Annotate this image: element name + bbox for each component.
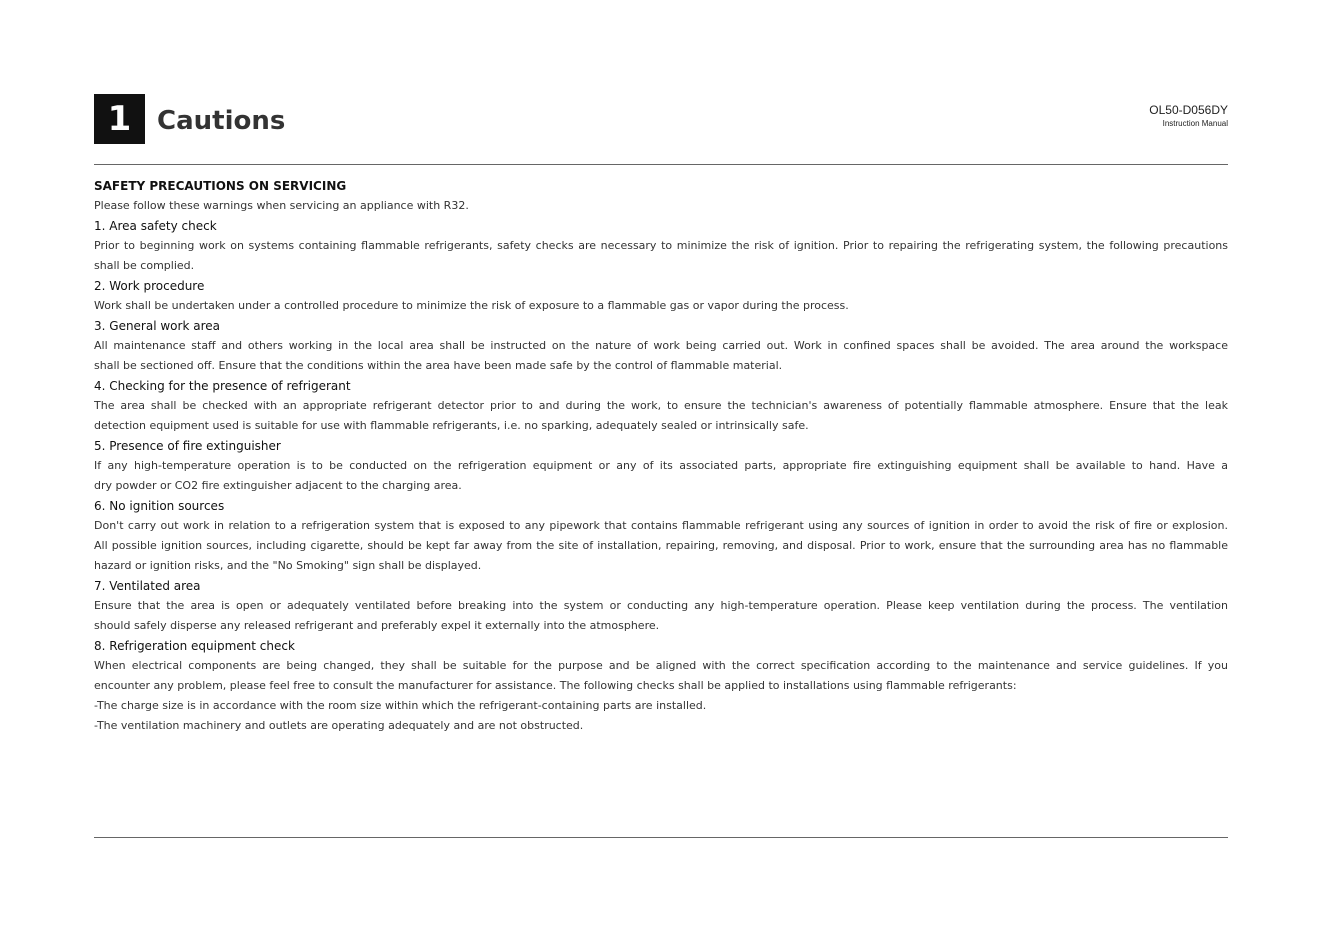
section-text-line: -The charge size is in accordance with the room size within which the refrigerant-containing parts are installed. [94,699,707,712]
section-heading: 7. Ventilated area [94,579,201,593]
model-number: OL50-D056DY [1149,103,1228,117]
section-general-work-area [94,316,1228,376]
section-text-line: The area shall be checked with an appropriate refrigerant detector prior to and during the work, to ensure the technician's awareness of potentially flammable atmosphere. Ensure that the leak [94,399,1228,412]
section-text-line: All maintenance staff and others working in the local area shall be instructed on the nature of work being carried out. Work in confined spaces shall be avoided. The area around the workspace [94,339,1228,352]
section-heading: 2. Work procedure [94,279,205,293]
section-no-ignition-sources [94,496,1228,576]
section-heading: 4. Checking for the presence of refrigerant [94,379,351,393]
intro-text: Please follow these warnings when servicing an appliance with R32. [94,199,469,212]
section-heading: 5. Presence of fire extinguisher [94,439,281,453]
section-heading: 1. Area safety check [94,219,217,233]
section-text-line: If any high-temperature operation is to be conducted on the refrigeration equipment or any of its associated parts, appropriate fire extinguishing equipment shall be available to hand. Have a [94,459,1228,472]
section-text-line: Don't carry out work in relation to a refrigeration system that is exposed to any pipework that contains flammable refrigerant using any sources of ignition in order to avoid the risk of fire or explosion. [94,519,1228,532]
chapter-title: Cautions [157,106,286,136]
section-heading: 3. General work area [94,319,220,333]
section-text-line: encounter any problem, please feel free to consult the manufacturer for assistance. The following checks shall be applied to installations using flammable refrigerants: [94,679,1017,692]
section-area-safety-check [94,216,1228,276]
section-heading: 8. Refrigeration equipment check [94,639,295,653]
section-text-line: should safely disperse any released refrigerant and preferably expel it externally into the atmosphere. [94,619,660,632]
section-refrigerant-presence [94,376,1228,436]
section-work-procedure [94,276,1228,316]
section-text-line: Work shall be undertaken under a controlled procedure to minimize the risk of exposure to a flammable gas or vapor during the process. [94,299,849,312]
section-text-line: shall be complied. [94,259,195,272]
section-text-line: All possible ignition sources, including cigarette, should be kept far away from the site of installation, repairing, removing, and disposal. Prior to work, ensure that the surrounding area has no flammable [94,539,1228,552]
section-text-line: When electrical components are being changed, they shall be suitable for the purpose and be aligned with the correct specification according to the maintenance and service guidelines. If you [94,659,1228,672]
section-text-line: detection equipment used is suitable for use with flammable refrigerants, i.e. no sparking, adequately sealed or intrinsically safe. [94,419,809,432]
section-refrigeration-equipment-check [94,636,1228,736]
section-heading: 6. No ignition sources [94,499,225,513]
section-text-line: shall be sectioned off. Ensure that the conditions within the area have been made safe by the control of flammable material. [94,359,783,372]
section-text-line: Ensure that the area is open or adequately ventilated before breaking into the system or conducting any high-temperature operation. Please keep ventilation during the process. The ventilation [94,599,1228,612]
section-text-line: -The ventilation machinery and outlets are operating adequately and are not obstructed. [94,719,584,732]
header-divider [94,164,1228,165]
main-heading: SAFETY PRECAUTIONS ON SERVICING [94,179,347,193]
footer-divider [94,837,1228,838]
document-type: Instruction Manual [1162,119,1228,128]
section-text-line: Prior to beginning work on systems containing flammable refrigerants, safety checks are necessary to minimize the risk of ignition. Prior to repairing the refrigerating system, the following precautions [94,239,1228,252]
page-content [94,176,1228,736]
chapter-number-badge: 1 [94,94,145,144]
section-text-line: dry powder or CO2 fire extinguisher adjacent to the charging area. [94,479,462,492]
section-fire-extinguisher [94,436,1228,496]
section-ventilated-area [94,576,1228,636]
section-text-line: hazard or ignition risks, and the "No Smoking" sign shall be displayed. [94,559,482,572]
